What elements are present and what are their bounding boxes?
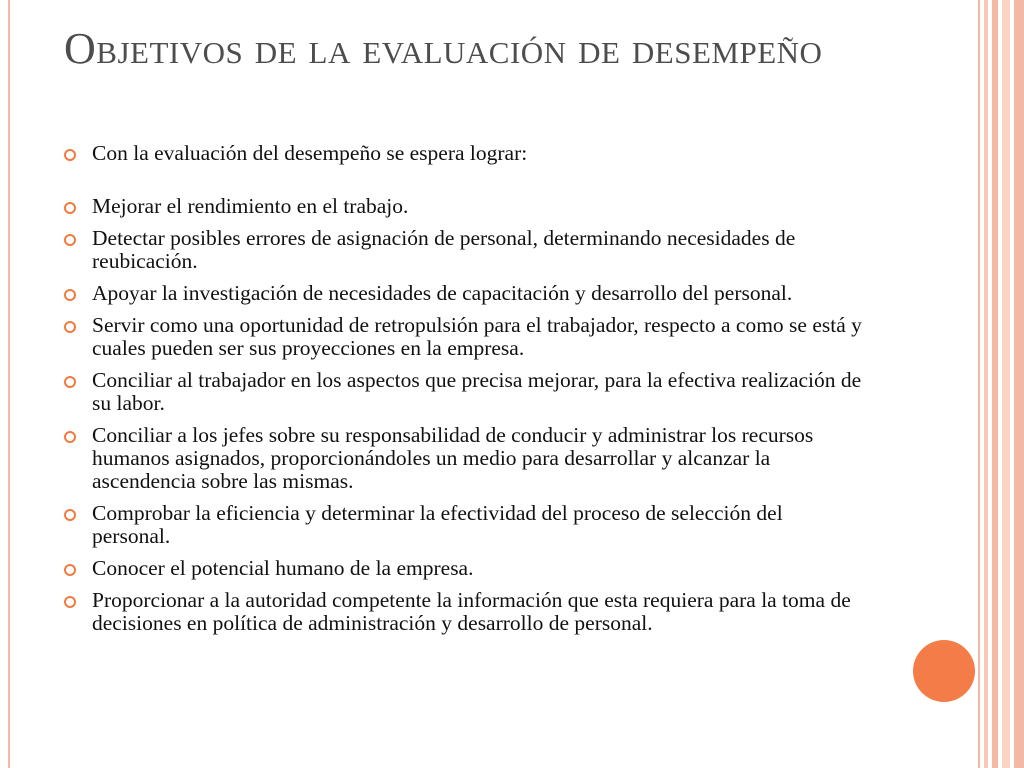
- bullet-circle-icon: [64, 509, 76, 521]
- list-item: [64, 195, 864, 218]
- list-item-text: Comprobar la eficiencia y determinar la efectividad del proceso de selección del personal.: [92, 501, 783, 548]
- stripe: [978, 0, 980, 768]
- stripe: [992, 0, 998, 768]
- slide-title: Objetivos de la evaluación de desempeño: [64, 24, 823, 73]
- list-item-text: Proporcionar a la autoridad competente la información que esta requiera para la toma de decisiones en política de administración y desarrollo de personal.: [92, 588, 851, 635]
- bullet-circle-icon: [64, 289, 76, 301]
- list-item-text: Conciliar a los jefes sobre su responsabilidad de conducir y administrar los recursos humanos asignados, proporcionándoles un medio para desarrollar y alcanzar la ascendencia sobre las mismas.: [92, 423, 814, 493]
- list-item: [64, 424, 864, 493]
- list-item: [64, 369, 864, 415]
- bullet-circle-icon: [64, 431, 76, 443]
- list-item: [64, 227, 864, 273]
- list-item-text: Conocer el potencial humano de la empresa.: [92, 556, 474, 580]
- right-decorative-stripes: [976, 0, 1024, 768]
- decorative-circle: [913, 640, 975, 702]
- list-item: [64, 142, 864, 165]
- bullet-circle-icon: [64, 596, 76, 608]
- bullet-circle-icon: [64, 376, 76, 388]
- list-item-text: Mejorar el rendimiento en el trabajo.: [92, 194, 409, 218]
- bullet-circle-icon: [64, 149, 76, 161]
- stripe: [984, 0, 988, 768]
- bullet-circle-icon: [64, 321, 76, 333]
- bullet-circle-icon: [64, 202, 76, 214]
- bullet-circle-icon: [64, 564, 76, 576]
- list-item-text: Conciliar al trabajador en los aspectos que precisa mejorar, para la efectiva realización de su labor.: [92, 368, 862, 415]
- list-item: [64, 557, 864, 580]
- bullet-list: [64, 142, 864, 644]
- list-item: [64, 502, 864, 548]
- list-item: [64, 314, 864, 360]
- list-item-text: Servir como una oportunidad de retropulsión para el trabajador, respecto a como se está y cuales pueden ser sus proyecciones en la empresa.: [92, 313, 862, 360]
- left-border-line: [8, 0, 10, 768]
- bullet-circle-icon: [64, 234, 76, 246]
- list-item: [64, 282, 864, 305]
- list-item-text: Detectar posibles errores de asignación de personal, determinando necesidades de reubicación.: [92, 226, 796, 273]
- list-item-text: Apoyar la investigación de necesidades de capacitación y desarrollo del personal.: [92, 281, 793, 305]
- stripe: [1002, 0, 1010, 768]
- list-item: [64, 589, 864, 635]
- list-item-text: Con la evaluación del desempeño se espera lograr:: [92, 141, 528, 165]
- stripe: [1014, 0, 1024, 768]
